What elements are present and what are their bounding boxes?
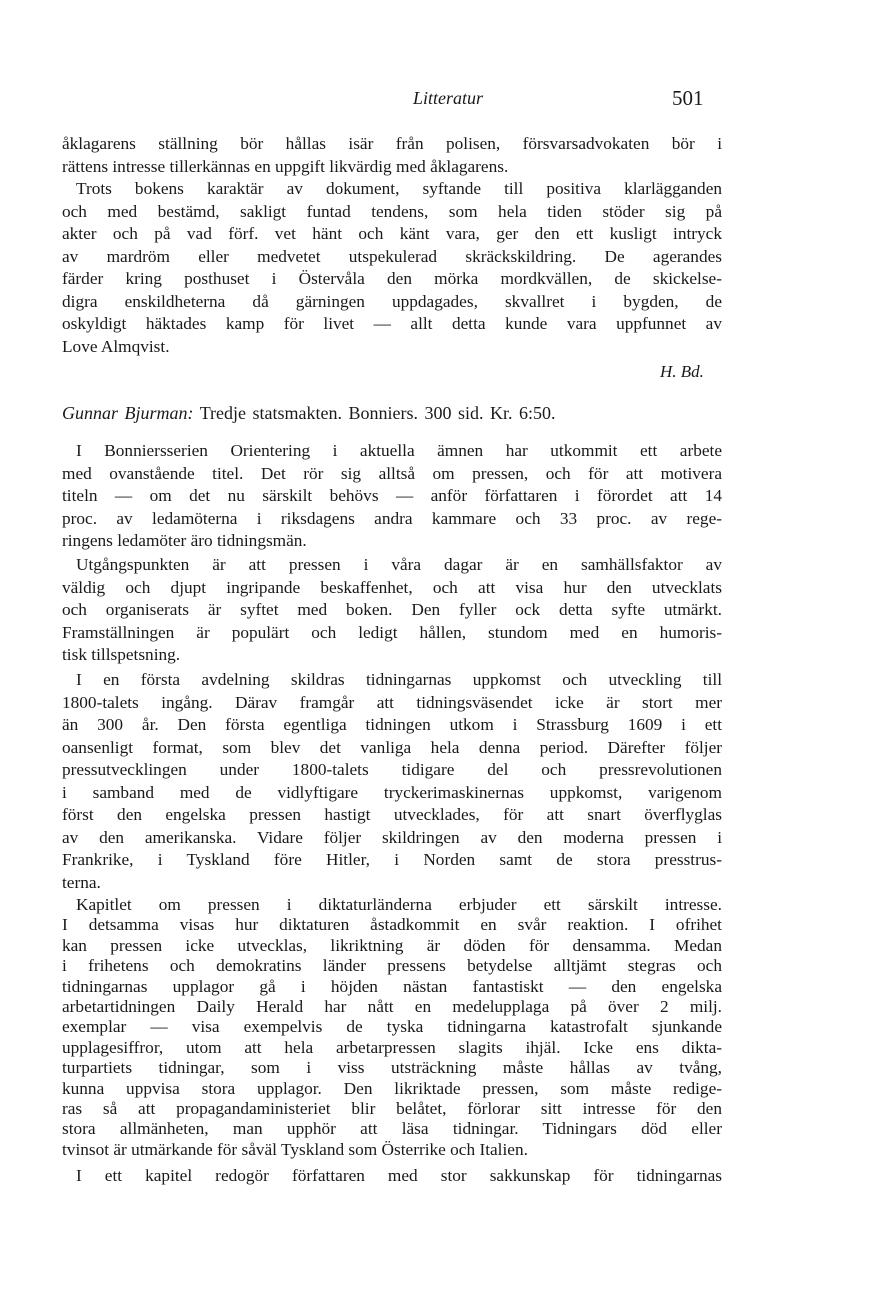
text-line: 1800-talets ingång. Därav framgår att tidningsväsendet icke är stort mer [62,692,722,712]
paragraph [62,554,722,667]
text-line: proc. av ledamöterna i riksdagens andra kammare och 33 proc. av rege- [62,508,722,528]
text-line: titeln — om det nu särskilt behövs — anför författaren i förordet att 14 [62,486,722,505]
text-line: oansenligt format, som blev det vanliga hela denna period. Därefter följer [62,737,722,757]
paragraph [62,669,722,894]
text-line: Love Almqvist. [62,336,170,356]
paragraph [62,133,722,178]
book-details: Tredje statsmakten. Bonniers. 300 sid. Kr. 6:50. [199,403,556,423]
text-line: först den engelska pressen hastigt utvecklades, för att snart överflyglas [62,805,722,824]
text-line: i samband med de vidlyftigare tryckerimaskinernas uppkomst, varigenom [62,782,722,802]
text-line: med ovanstående titel. Det rör sig alltså om pressen, och för att motivera [62,463,722,483]
text-line: kan pressen icke utvecklas, likriktning är döden för densamma. Medan [62,935,722,955]
text-line: ringens ledamöter äro tidningsmän. [62,531,307,550]
text-line: ras så att propagandaministeriet blir belåtet, förlorar sitt intresse för den [62,1099,722,1119]
text-line: av mardröm eller medvetet utspekulerad skräckskildring. De agerandes [62,246,722,266]
text-line: Utgångspunkten är att pressen i våra dagar är en samhällsfaktor av [76,555,722,574]
text-line: stora allmänheten, man upphör att läsa tidningar. Tidningars död eller [62,1119,722,1139]
reviewer-signature: H. Bd. [660,362,704,381]
text-line: arbetartidningen Daily Herald har nått en medelupplaga på över 2 milj. [62,997,722,1017]
text-line: Framställningen är populärt och ledigt hållen, stundom med en humoris- [62,622,722,642]
text-line: pressutvecklingen under 1800-talets tidigare del och pressrevolutionen [62,760,722,779]
text-line: tidningarnas upplagor gå i höjden nästan fantastiskt — den engelska [62,976,722,996]
text-line: Frankrike, i Tyskland före Hitler, i Norden samt de stora presstrus- [62,850,722,869]
text-line: upplagesiffror, utom att hela arbetarpressen slagits ihjäl. Icke ens dikta- [62,1037,722,1057]
text-line: av den amerikanska. Vidare följer skildringen av den moderna pressen i [62,827,722,847]
paragraph [62,1165,722,1188]
text-line: I Bonniersserien Orientering i aktuella ämnen har utkommit ett arbete [76,441,722,460]
text-line: turpartiets tidningar, som i viss utsträckning måste hållas av tvång, [62,1058,722,1078]
paragraph [62,895,722,1160]
text-line: terna. [62,872,101,892]
text-line: Kapitlet om pressen i diktaturländerna erbjuder ett särskilt intresse. [76,895,722,914]
text-line: kunna uppvisa stora upplagor. Den likriktade pressen, som måste redige- [62,1078,722,1098]
text-line: akter och på vad förf. vet hänt och känt vara, ger den ett kusligt intryck [62,224,722,243]
text-line: åklagarens ställning bör hållas isär från polisen, försvarsadvokaten bör i [62,134,722,153]
text-line: exemplar — visa exempelvis de tyska tidningarna katastrofalt sjunkande [62,1017,722,1037]
paragraph [62,440,722,553]
text-line: I en första avdelning skildras tidningarnas uppkomst och utveckling till [76,670,722,689]
text-line: tisk tillspetsning. [62,645,181,664]
text-line: tvinsot är utmärkande för såväl Tyskland som Österrike och Italien. [62,1139,528,1159]
page-number: 501 [672,86,704,110]
section-title: Litteratur [412,88,483,108]
text-line: färder kring posthuset i Östervåla den mörka mordkvällen, de skickelse- [62,269,722,288]
text-line: än 300 år. Den första egentliga tidningen utkom i Strassburg 1609 i ett [62,715,722,734]
text-line: I ett kapitel redogör författaren med stor sakkunskap för tidningarnas [76,1166,722,1185]
text-line: i frihetens och demokratins länder pressens betydelse alltjämt stegras och [62,956,722,976]
review-heading [62,403,722,424]
text-line: väldig och djupt ingripande beskaffenhet, och att visa hur den utvecklats [62,577,722,597]
paragraph [62,178,722,358]
text-line: I detsamma visas hur diktaturen åstadkommit en svår reaktion. I ofrihet [62,915,722,935]
text-line: och organiserats är syftet med boken. Den fyller ock detta syfte utmärkt. [62,600,722,619]
text-line: och med bestämd, sakligt funtad tendens, som hela tiden stöder sig på [62,201,722,221]
text-line: Trots bokens karaktär av dokument, syftande till positiva klarlägganden [76,179,722,198]
text-line: rättens intresse tillerkännas en uppgift likvärdig med åklagarens. [62,156,509,176]
book-author: Gunnar Bjurman: [62,403,194,423]
text-line: oskyldigt häktades kamp för livet — allt detta kunde vara uppfunnet av [62,314,722,333]
text-line: digra enskildheterna då gärningen uppdagades, skvallret i bygden, de [62,291,722,311]
